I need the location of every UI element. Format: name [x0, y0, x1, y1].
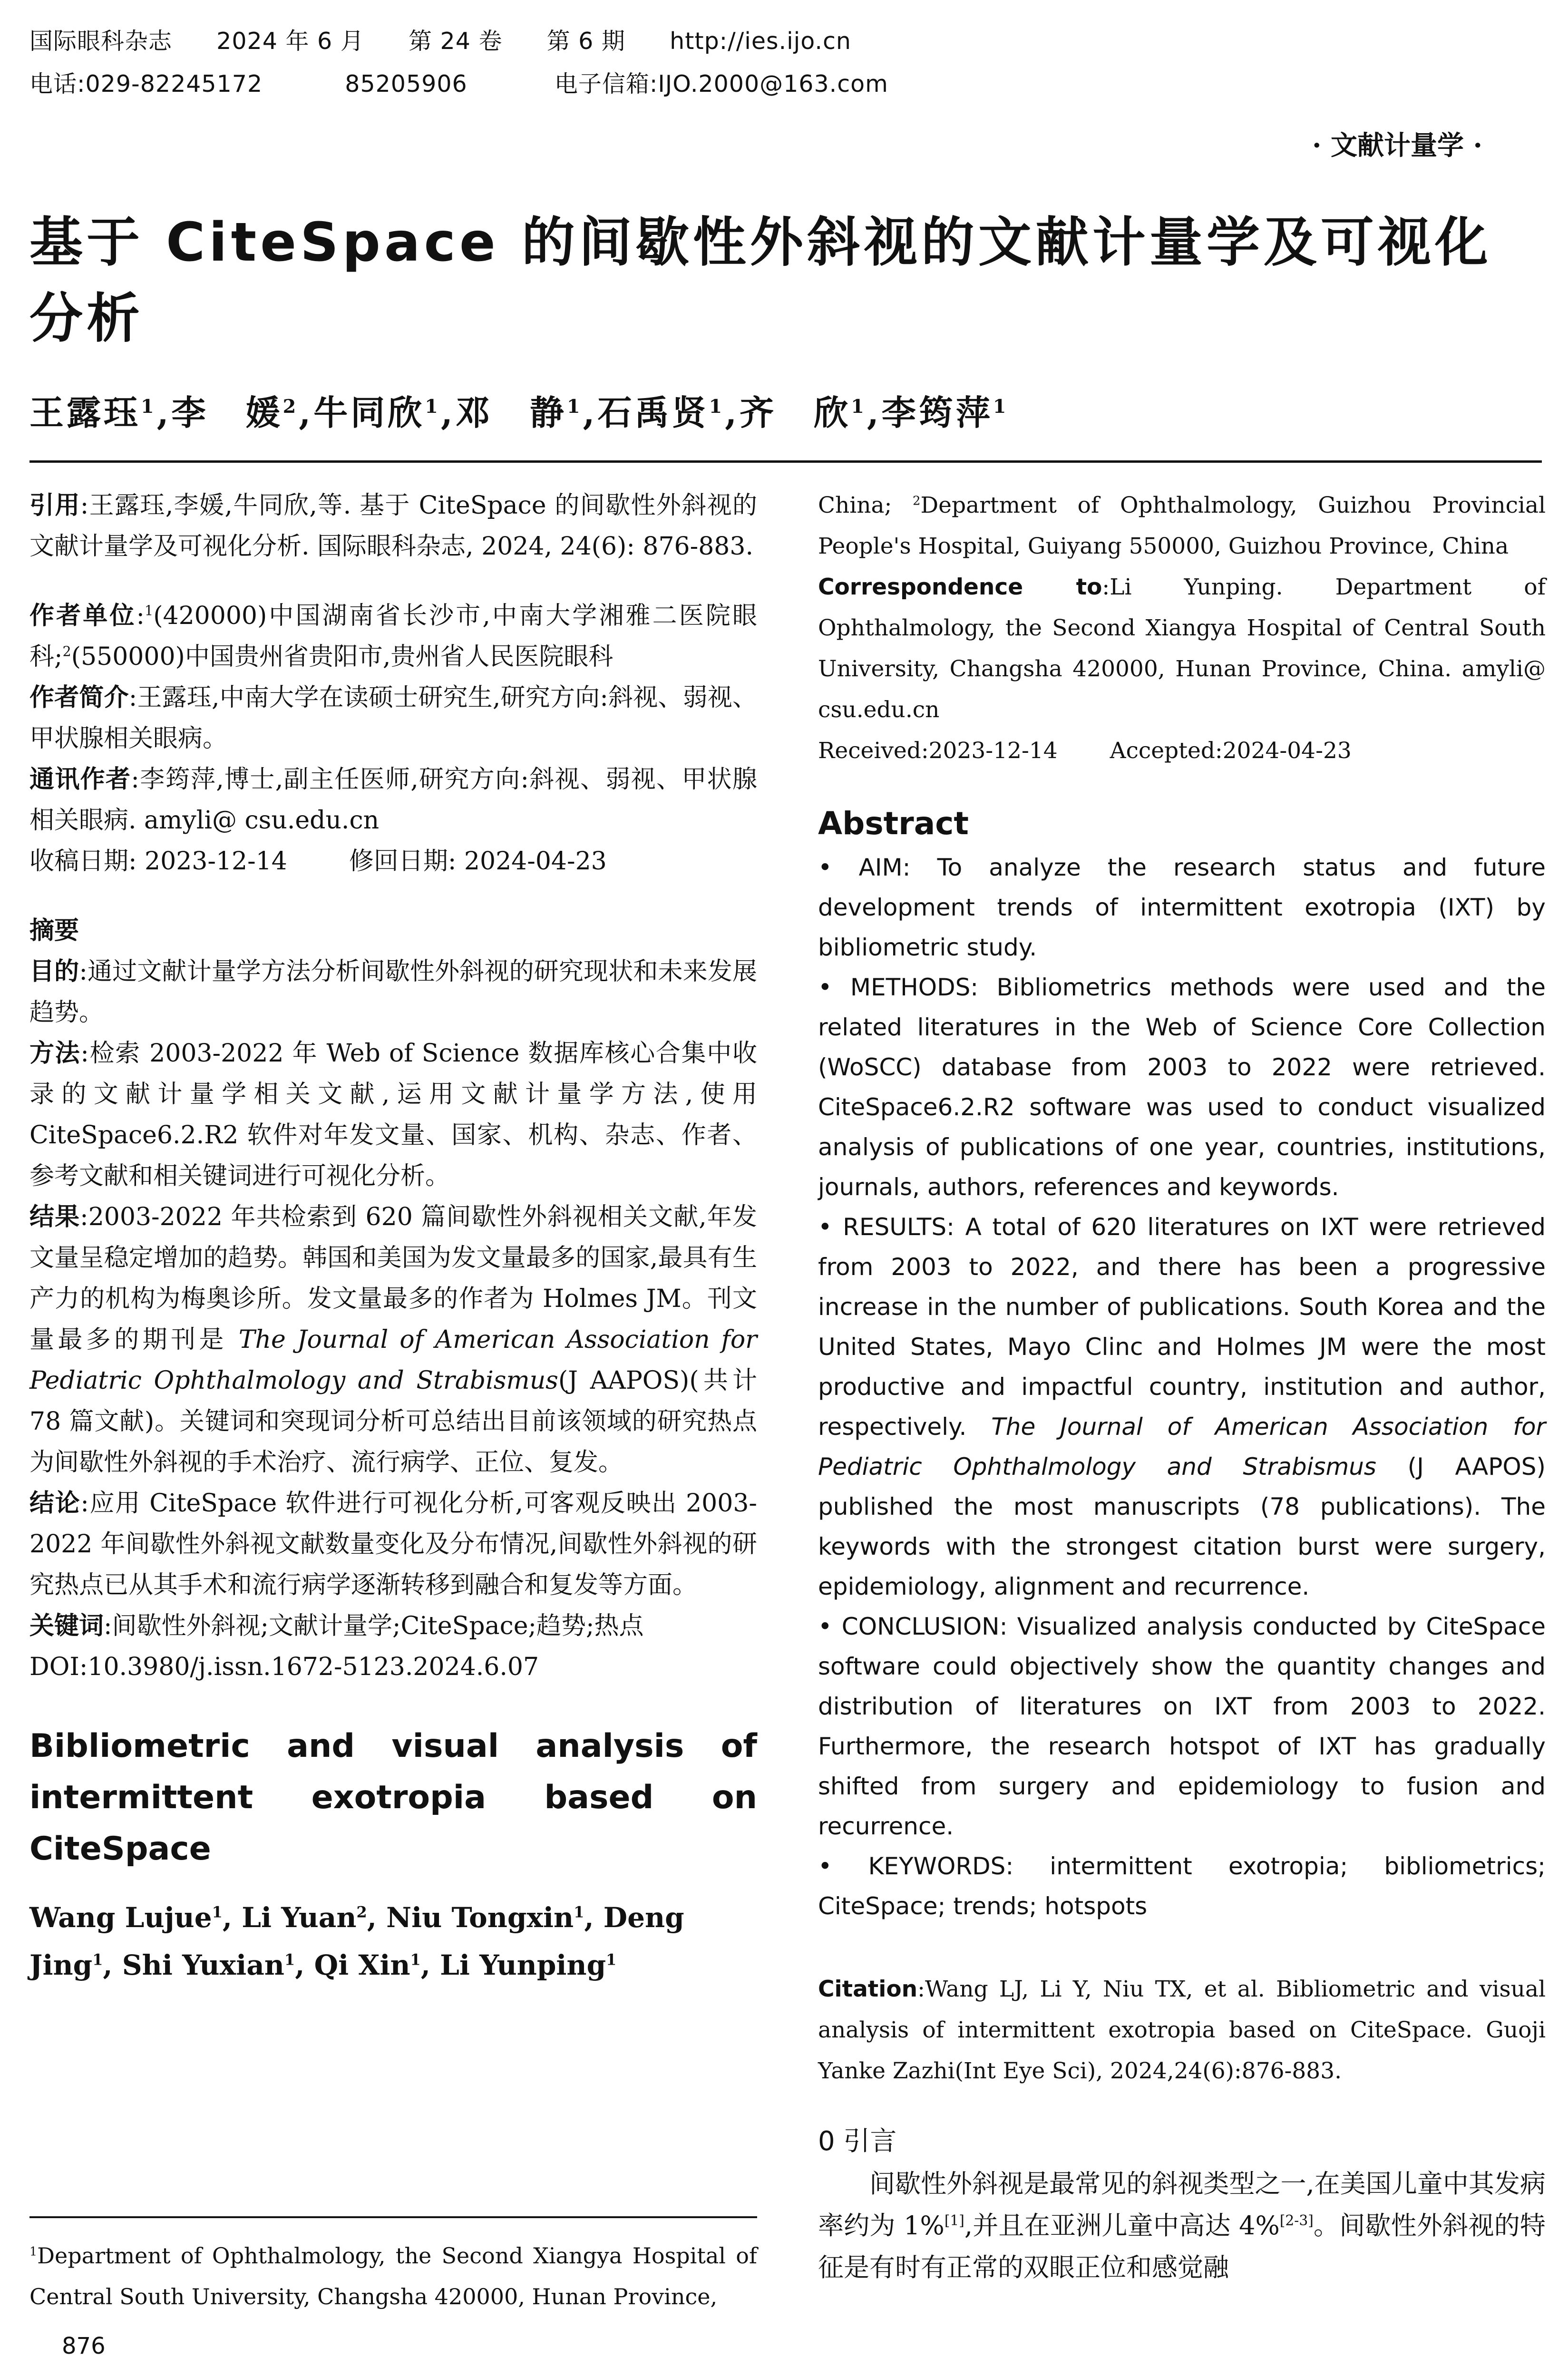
author-cn: 李 媛 — [171, 392, 283, 433]
author-cn-aff: 2 — [282, 396, 299, 418]
meta-sup: 2 — [913, 494, 921, 508]
corr-label: 通讯作者 — [29, 765, 131, 794]
citation-en — [818, 1969, 1546, 2092]
journal-header-line1 — [29, 23, 851, 56]
author-cn-aff: 1 — [141, 396, 157, 418]
author-separator: , — [367, 1901, 387, 1934]
corr-text-en: :Li Yunping. Department of Ophthalmology, the Second Xiangya Hospital of Central South University, Changsha 420000, Hunan Province, China. amyli@ csu.edu.cn — [818, 574, 1546, 723]
author-separator: , — [440, 392, 456, 433]
doi[interactable]: DOI:10.3980/j.issn.1672-5123.2024.6.07 — [29, 1653, 539, 1681]
citation-cn — [29, 485, 757, 567]
results-en-journal: The Journal of American Association for Pediatric Ophthalmology and Strabismus — [818, 1413, 1546, 1481]
keywords-label: 关键词 — [29, 1612, 104, 1640]
intro-text2: ,并且在亚洲儿童中高达 4% — [964, 2211, 1280, 2241]
author-en: Li Yuan — [242, 1901, 357, 1934]
meta-china: China; — [818, 492, 913, 518]
journal-url[interactable]: http://ies.ijo.cn — [670, 28, 851, 55]
author-en-aff: 1 — [410, 1950, 421, 1969]
affil-sup2: 2 — [62, 643, 71, 660]
author-en-aff: 1 — [212, 1903, 223, 1921]
results-journal: The Journal of American Association for Pediatric Ophthalmology and Strabismus — [29, 1325, 758, 1395]
keywords-en: • KEYWORDS: intermittent exotropia; bibliometrics; CiteSpace; trends; hotspots — [818, 1852, 1546, 1920]
abstract-head-cn: 摘要 — [29, 916, 79, 945]
results-label: 结果 — [29, 1203, 80, 1231]
author-en: Shi Yuxian — [122, 1949, 284, 1981]
phone: 电话:029-82245172 — [29, 70, 263, 97]
journal-name: 国际眼科杂志 — [29, 28, 173, 55]
right-column — [818, 485, 1546, 2289]
journal-header-line2 — [29, 66, 888, 99]
corr-text: :李筠萍,博士,副主任医师,研究方向:斜视、弱视、甲状腺相关眼病. amyli@ csu.edu.cn — [29, 765, 757, 835]
methods-en: • METHODS: Bibliometrics methods were used and the related literatures in the Web of Science Core Collection (WoSCC) database from 2003 to 2022 were retrieved. CiteSpace6.2.R2 software was used to conduct visualized analysis of publications of one year, countries, institutions, journals, authors, references and keywords. — [818, 974, 1546, 1201]
author-separator: , — [222, 1901, 242, 1934]
corr-label-en: Correspondence to — [818, 574, 1102, 600]
author-cn: 李筠萍 — [881, 392, 993, 433]
english-title: Bibliometric and visual analysis of intermittent exotropia based on CiteSpace — [29, 1727, 757, 1868]
aim-label: 目的 — [29, 957, 79, 986]
author-separator: , — [156, 392, 172, 433]
affiliation-cn — [29, 595, 757, 677]
article-title: 基于 CiteSpace 的间歇性外斜视的文献计量学及可视化分析 — [29, 212, 1492, 350]
authors-cn — [29, 385, 1009, 435]
intro-text1: 间歇性外斜视是最常见的斜视类型之一,在美国儿童中其发病率约为 1% — [818, 2169, 1546, 2241]
footnote-affiliation — [29, 2235, 757, 2317]
author-separator: , — [103, 1949, 122, 1981]
citation-label: Citation — [818, 1976, 918, 2002]
author-separator: , — [584, 1901, 604, 1934]
revised-cn: 修回日期: 2024-04-23 — [349, 847, 607, 876]
foot-sup: 1 — [29, 2244, 38, 2259]
affil-sup1: 1 — [145, 602, 154, 619]
left-column — [29, 485, 757, 1989]
author-cn: 牛同欣 — [313, 392, 425, 433]
author-cn-aff: 1 — [425, 396, 441, 418]
author-en-aff: 2 — [356, 1903, 367, 1921]
cite-label: 引用 — [29, 491, 80, 520]
aim-cn — [29, 951, 757, 1033]
author-cn: 王露珏 — [29, 392, 141, 433]
english-metadata — [818, 485, 1546, 771]
conclusion-en: • CONCLUSION: Visualized analysis conducted by CiteSpace software could objectively show the quantity changes and distribution of literatures on IXT from 2003 to 2022. Furthermore, the research hotspot of IXT has gradually shifted from surgery and epidemiology to fusion and recurrence. — [818, 1613, 1546, 1840]
results-cn — [29, 1197, 757, 1483]
received-en: Received:2023-12-14 — [818, 738, 1058, 764]
title-rule — [29, 460, 1542, 463]
accepted-en: Accepted:2024-04-23 — [1110, 738, 1352, 764]
author-separator: , — [583, 392, 598, 433]
conclusion-cn — [29, 1483, 757, 1606]
issue: 第 6 期 — [546, 28, 625, 55]
affil-sep: : — [136, 602, 145, 630]
author-cn-aff: 1 — [993, 396, 1009, 418]
author-en: Wang Lujue — [29, 1901, 212, 1934]
abstract-head-en: Abstract — [818, 805, 969, 842]
keywords-cn — [29, 1606, 757, 1646]
conclusion-text: :应用 CiteSpace 软件进行可视化分析,可客观反映出 2003-2022 年间歇性外斜视文献数量变化及分布情况,间歇性外斜视的研究热点已从其手术和流行病学逐渐转移到融合和复发等方面。 — [29, 1489, 757, 1599]
intro-text3: 。间歇性外斜视的特征是有时有正常的双眼正位和感觉融 — [818, 2211, 1546, 2282]
bio-text: :王露珏,中南大学在读硕士研究生,研究方向:斜视、弱视、甲状腺相关眼病。 — [29, 683, 757, 753]
author-en-aff: 1 — [92, 1950, 103, 1969]
corr-cn — [29, 759, 757, 841]
conclusion-label: 结论 — [29, 1489, 81, 1518]
author-separator: , — [295, 1949, 314, 1981]
cite-text: :王露珏,李媛,牛同欣,等. 基于 CiteSpace 的间歇性外斜视的文献计量学及可视化分析. 国际眼科杂志, 2024, 24(6): 876-883. — [29, 491, 757, 561]
email[interactable]: 电子信箱:IJO.2000@163.com — [554, 70, 888, 97]
author-en-aff: 1 — [284, 1950, 295, 1969]
author-cn-aff: 1 — [709, 396, 725, 418]
page-number: 876 — [62, 2333, 106, 2359]
author-cn-aff: 1 — [566, 396, 583, 418]
received-cn: 收稿日期: 2023-12-14 — [29, 847, 287, 876]
methods-text: :检索 2003-2022 年 Web of Science 数据库核心合集中收录的文献计量学相关文献,运用文献计量学方法,使用 CiteSpace6.2.R2 软件对年发文量、国家、机构、杂志、作者、参考文献和相关键词进行可视化分析。 — [29, 1039, 757, 1190]
affil-text2: (550000)中国贵州省贵阳市,贵州省人民医院眼科 — [71, 643, 614, 671]
column-tag: · 文献计量学 · — [1312, 130, 1482, 161]
methods-cn — [29, 1033, 757, 1197]
intro-paragraph — [818, 2163, 1546, 2289]
methods-label: 方法 — [29, 1039, 81, 1068]
results-text2: (J AAPOS)(共计 78 篇文献)。关键词和突现词分析可总结出目前该领域的研究热点为间歇性外斜视的手术治疗、流行病学、正位、复发。 — [29, 1366, 757, 1477]
aim-text: :通过文献计量学方法分析间歇性外斜视的研究现状和未来发展趋势。 — [29, 957, 757, 1027]
english-authors — [29, 1894, 757, 1989]
author-cn-aff: 1 — [851, 396, 867, 418]
author-separator: , — [725, 392, 740, 433]
intro-heading: 0 引言 — [818, 2126, 897, 2157]
keywords-text: :间歇性外斜视;文献计量学;CiteSpace;趋势;热点 — [104, 1612, 644, 1640]
author-en: Deng Jing — [29, 1901, 684, 1981]
affil-label: 作者单位 — [29, 602, 136, 630]
meta-aff2: Department of Ophthalmology, Guizhou Provincial People's Hospital, Guiyang 550000, Guizhou Province, China — [818, 492, 1546, 559]
results-en-2: (J AAPOS) published the most manuscripts (78 publications). The keywords with the strongest citation burst were surgery, epidemiology, alignment and recurrence. — [818, 1453, 1546, 1600]
author-en-aff: 1 — [574, 1903, 584, 1921]
issue-date: 2024 年 6 月 — [216, 28, 364, 55]
affil-text1: (420000)中国湖南省长沙市,中南大学湘雅二医院眼科; — [29, 602, 757, 671]
author-cn: 石禹贤 — [597, 392, 709, 433]
author-cn: 邓 静 — [455, 392, 567, 433]
author-separator: , — [420, 1949, 440, 1981]
author-en-aff: 1 — [606, 1950, 617, 1969]
citation-text: :Wang LJ, Li Y, Niu TX, et al. Bibliometric and visual analysis of intermittent exotropia based on CiteSpace. Guoji Yanke Zazhi(Int Eye Sci), 2024,24(6):876-883. — [818, 1976, 1546, 2084]
foot-text: Department of Ophthalmology, the Second Xiangya Hospital of Central South University, Changsha 420000, Hunan Province, — [29, 2243, 757, 2309]
intro-ref2[interactable]: [2-3] — [1279, 2212, 1314, 2229]
author-en: Li Yunping — [440, 1949, 606, 1981]
author-en: Niu Tongxin — [386, 1901, 574, 1934]
volume: 第 24 卷 — [408, 28, 503, 55]
bio-cn — [29, 677, 757, 759]
bio-label: 作者简介 — [29, 683, 129, 712]
cn-metadata — [29, 485, 757, 1687]
phone2: 85205906 — [345, 70, 467, 97]
author-en: Qi Xin — [314, 1949, 410, 1981]
results-text1: :2003-2022 年共检索到 620 篇间歇性外斜视相关文献,年发文量呈稳定增加的趋势。韩国和美国为发文量最多的国家,最具有生产力的机构为梅奥诊所。发文量最多的作者为 Holmes JM。刊文量最多的期刊是 — [29, 1203, 757, 1354]
intro-ref1[interactable]: [1] — [944, 2212, 964, 2229]
dates-cn — [29, 841, 757, 882]
footnote-rule — [29, 2216, 757, 2218]
author-separator: , — [299, 392, 314, 433]
author-cn: 齐 欣 — [740, 392, 851, 433]
author-separator: , — [867, 392, 882, 433]
results-en — [818, 1207, 1546, 1607]
results-en-1: • RESULTS: A total of 620 literatures on IXT were retrieved from 2003 to 2022, and there has been a progressive increase in the number of publications. South Korea and the United States, Mayo Clinc and Holmes JM were the most productive and impactful country, institution and author, respectively. — [818, 1213, 1546, 1441]
aim-en: • AIM: To analyze the research status and future development trends of intermittent exotropia (IXT) by bibliometric study. — [818, 854, 1546, 961]
